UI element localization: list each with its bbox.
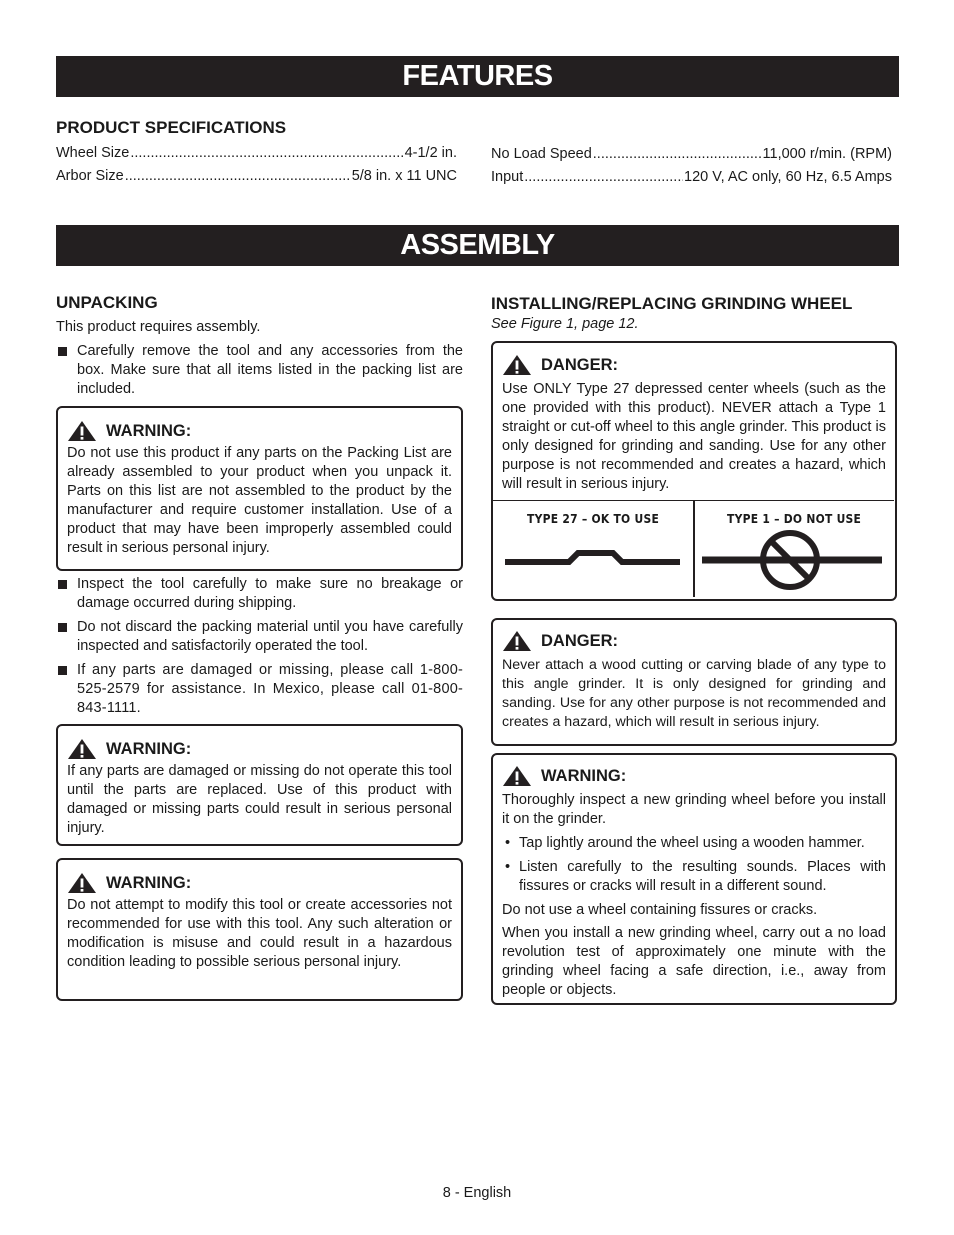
unpacking-heading: UNPACKING xyxy=(56,293,158,312)
warning-triangle-icon xyxy=(502,765,532,787)
type1-wheel-prohibited-icon xyxy=(702,529,882,593)
danger-title: DANGER: xyxy=(541,631,618,650)
danger-box-wood-blade xyxy=(491,618,897,746)
assembly-banner: ASSEMBLY xyxy=(56,225,899,266)
spec-value: 4-1/2 in. xyxy=(404,145,457,161)
wheel-type-figure xyxy=(493,500,894,598)
warning-header xyxy=(67,872,452,894)
warning-header xyxy=(67,738,452,760)
type27-wheel-icon xyxy=(505,541,680,571)
warning-intro: Thoroughly inspect a new grinding wheel before you install it on the grinder. xyxy=(502,792,886,827)
square-bullet-icon xyxy=(58,666,67,675)
list-item: Do not discard the packing material until you have carefully inspected and satisfactorily operated the tool. xyxy=(56,618,463,656)
danger-header xyxy=(502,354,886,376)
unpacking-intro-block xyxy=(56,318,463,399)
warning-box-damaged-parts xyxy=(56,724,463,846)
spec-wheel-size xyxy=(56,144,457,163)
warning-box-packing-list xyxy=(56,406,463,571)
spec-value: 5/8 in. x 11 UNC xyxy=(351,168,457,184)
spec-arbor-size xyxy=(56,167,457,186)
warning-para: Do not use a wheel containing fissures or cracks. xyxy=(502,902,818,918)
warning-text: Do not attempt to modify this tool or create accessories not recommended for use with this tool. Any such alteration or modification is misuse and could result in a hazardous condition leading to possible serious personal injury. xyxy=(67,897,452,970)
features-banner: FEATURES xyxy=(56,56,899,97)
danger-title: DANGER: xyxy=(541,355,618,374)
see-figure-reference: See Figure 1, page 12. xyxy=(491,316,639,332)
warning-box-inspect-wheel xyxy=(491,753,897,1005)
warning-triangle-icon xyxy=(67,872,97,894)
warning-text: If any parts are damaged or missing do not operate this tool until the parts are replaced. Use of this product with damaged or missing parts could result in serious personal injury. xyxy=(67,763,452,836)
installing-heading: INSTALLING/REPLACING GRINDING WHEEL xyxy=(491,294,853,313)
spec-value: 120 V, AC only, 60 Hz, 6.5 Amps xyxy=(684,169,892,185)
spec-label: No Load Speed xyxy=(491,146,592,162)
danger-header xyxy=(502,630,886,652)
danger-text: Use ONLY Type 27 depressed center wheels (such as the one provided with this product). NEVER attach a Type 1 straight or cut-off wheel to this angle grinder. This product is only designed for grinding and sanding. Use for any other purpose is not recommended and creates a hazard, which will result in serious injury. xyxy=(502,381,886,492)
spec-label: Wheel Size xyxy=(56,145,130,161)
unpacking-bullets xyxy=(56,570,463,718)
list-item: Inspect the tool carefully to make sure no breakage or damage occurred during shipping. xyxy=(56,575,463,613)
warning-title: WARNING: xyxy=(106,739,192,758)
square-bullet-icon xyxy=(58,623,67,632)
warning-header xyxy=(502,765,886,787)
list-item: If any parts are damaged or missing, please call 1-800-525-2579 for assistance. In Mexico, please call 01-800-843-1111. xyxy=(56,661,463,718)
round-bullet-icon: • xyxy=(505,859,511,875)
list-item: • Tap lightly around the wheel using a wooden hammer. xyxy=(505,835,865,851)
list-item: • Listen carefully to the resulting sounds. Places with fissures or cracks will result in a different sound. xyxy=(505,859,886,894)
round-bullet-icon: • xyxy=(505,835,511,851)
leader-dots xyxy=(125,167,351,186)
warning-para: When you install a new grinding wheel, carry out a no load revolution test of approximately one minute with the grinding wheel facing a safe direction, i.e., away from people or objects. xyxy=(502,925,886,998)
warning-triangle-icon xyxy=(67,738,97,760)
warning-header xyxy=(67,420,452,442)
warning-title: WARNING: xyxy=(106,421,192,440)
danger-text: Never attach a wood cutting or carving blade of any type to this angle grinder. It is only designed for grinding and sanding. Use for any other purpose is not recommended and creates a hazard, which will result in serious injury. xyxy=(502,657,886,730)
list-item: Carefully remove the tool and any accessories from the box. Make sure that all items listed in the packing list are included. xyxy=(56,342,463,399)
spec-input xyxy=(491,168,892,187)
spec-label: Input xyxy=(491,169,524,185)
spec-label: Arbor Size xyxy=(56,168,124,184)
danger-box-wheel-type xyxy=(491,341,897,601)
warning-title: WARNING: xyxy=(541,766,627,785)
square-bullet-icon xyxy=(58,347,67,356)
warning-text: Do not use this product if any parts on the Packing List are already assembled to your product when you unpack it. Parts on this list are not assembled to the product by the manufacturer and require customer installation. Use of a product that may have been improperly assembled could result in serious personal injury. xyxy=(67,445,452,556)
warning-triangle-icon xyxy=(502,354,532,376)
leader-dots xyxy=(524,168,683,187)
warning-triangle-icon xyxy=(502,630,532,652)
square-bullet-icon xyxy=(58,580,67,589)
spec-no-load-speed xyxy=(491,145,892,164)
unpacking-intro: This product requires assembly. xyxy=(56,319,261,335)
leader-dots xyxy=(130,144,403,163)
product-specifications-heading: PRODUCT SPECIFICATIONS xyxy=(56,118,287,137)
warning-title: WARNING: xyxy=(106,873,192,892)
leader-dots xyxy=(593,145,762,164)
type27-label: TYPE 27 – OK TO USE xyxy=(527,511,660,526)
type1-label: TYPE 1 – DO NOT USE xyxy=(727,511,862,526)
figure-divider xyxy=(693,501,695,597)
spec-value: 11,000 r/min. (RPM) xyxy=(762,146,892,162)
page-footer: 8 - English xyxy=(442,1185,512,1201)
warning-box-modify xyxy=(56,858,463,1001)
warning-triangle-icon xyxy=(67,420,97,442)
